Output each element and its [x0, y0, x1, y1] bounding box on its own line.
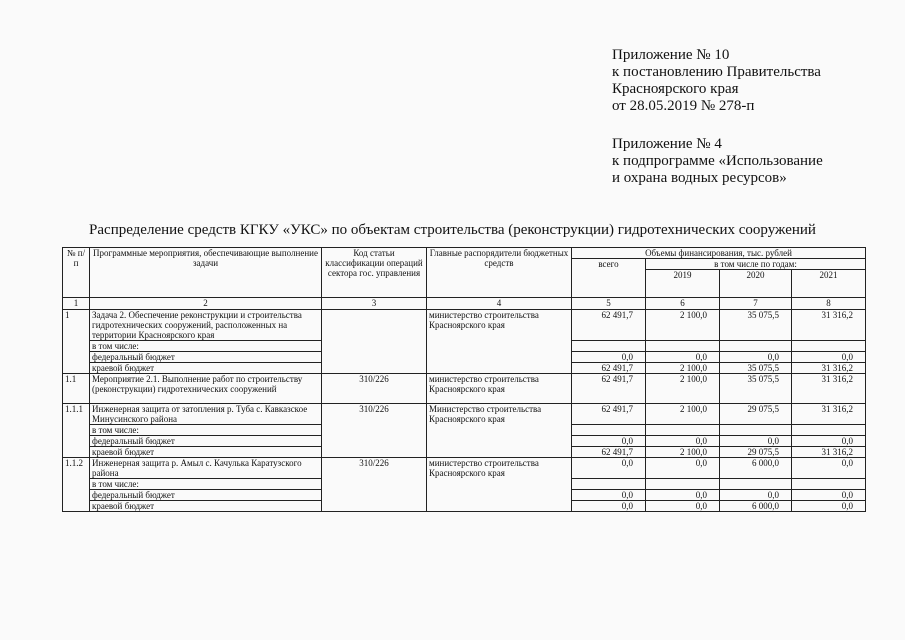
row-name: Инженерная защита р. Амыл с. Качулька Каратузского района [90, 458, 322, 479]
row-reg-2020: 35 075,5 [720, 363, 792, 374]
col-index-8: 8 [792, 298, 866, 310]
row-reg-2020: 29 075,5 [720, 447, 792, 458]
row-federal-label: федеральный бюджет [90, 490, 322, 501]
row-total: 62 491,7 [572, 404, 646, 425]
row-incl-label: в том числе: [90, 479, 322, 490]
header-num: № п/п [63, 248, 90, 298]
col-index-1: 1 [63, 298, 90, 310]
row-reg-2021: 31 316,2 [792, 363, 866, 374]
table-row [63, 374, 866, 404]
header-total: всего [572, 259, 646, 298]
row-2021: 0,0 [792, 458, 866, 479]
row-num: 1.1 [63, 374, 90, 404]
table-row [63, 458, 866, 479]
header-volumes: Объемы финансирования, тыс. рублей [572, 248, 866, 259]
row-fed-2019: 0,0 [646, 436, 720, 447]
row-manager: министерство строительства Красноярского края [427, 310, 572, 374]
row-2019: 2 100,0 [646, 310, 720, 341]
row-2021: 31 316,2 [792, 310, 866, 341]
col-index-4: 4 [427, 298, 572, 310]
row-name: Задача 2. Обеспечение реконструкции и строительства гидротехнических сооружений, расположенных на территории Красноярского края [90, 310, 322, 341]
header-2021: 2021 [792, 270, 866, 298]
column-index-row [63, 298, 866, 310]
row-federal-label: федеральный бюджет [90, 436, 322, 447]
row-fed-2020: 0,0 [720, 490, 792, 501]
row-num: 1.1.1 [63, 404, 90, 458]
header-code: Код статьи классификации операций сектора гос. управления [322, 248, 427, 298]
appendix-4-line1: Приложение № 4 [612, 136, 722, 152]
row-2019: 2 100,0 [646, 404, 720, 425]
col-index-6: 6 [646, 298, 720, 310]
row-reg-2019: 0,0 [646, 501, 720, 512]
row-2020: 35 075,5 [720, 310, 792, 341]
appendix-10-line4: от 28.05.2019 № 278-п [612, 98, 755, 114]
table-row [63, 310, 866, 341]
row-2021: 31 316,2 [792, 404, 866, 425]
header-managers: Главные распорядители бюджетных средств [427, 248, 572, 298]
row-fed-2020: 0,0 [720, 352, 792, 363]
col-index-7: 7 [720, 298, 792, 310]
row-2021: 31 316,2 [792, 374, 866, 404]
funding-table [62, 247, 866, 512]
row-fed-2019: 0,0 [646, 352, 720, 363]
row-incl-label: в том числе: [90, 341, 322, 352]
col-index-2: 2 [90, 298, 322, 310]
row-num: 1 [63, 310, 90, 374]
row-2019: 2 100,0 [646, 374, 720, 404]
row-manager: министерство строительства Красноярского края [427, 458, 572, 512]
row-total: 62 491,7 [572, 374, 646, 404]
appendix-10-line3: Красноярского края [612, 81, 739, 97]
row-num: 1.1.2 [63, 458, 90, 512]
row-fed-2021: 0,0 [792, 490, 866, 501]
appendix-4-line2: к подпрограмме «Использование [612, 153, 823, 169]
row-fed-2021: 0,0 [792, 352, 866, 363]
row-fed-2019: 0,0 [646, 490, 720, 501]
header-by-year: в том числе по годам: [646, 259, 866, 270]
row-fed-total: 0,0 [572, 436, 646, 447]
row-reg-2019: 2 100,0 [646, 447, 720, 458]
row-reg-2019: 2 100,0 [646, 363, 720, 374]
appendix-10-line1: Приложение № 10 [612, 47, 730, 63]
row-code: 310/226 [322, 458, 427, 512]
row-regional-label: краевой бюджет [90, 501, 322, 512]
appendix-10-block [612, 47, 882, 115]
row-fed-2020: 0,0 [720, 436, 792, 447]
row-code: 310/226 [322, 374, 427, 404]
col-index-5: 5 [572, 298, 646, 310]
row-total: 0,0 [572, 458, 646, 479]
row-code: 310/226 [322, 404, 427, 458]
row-federal-label: федеральный бюджет [90, 352, 322, 363]
row-regional-label: краевой бюджет [90, 447, 322, 458]
row-fed-2021: 0,0 [792, 436, 866, 447]
row-reg-total: 0,0 [572, 501, 646, 512]
col-index-3: 3 [322, 298, 427, 310]
row-2020: 6 000,0 [720, 458, 792, 479]
header-activities: Программные мероприятия, обеспечивающие выполнение задачи [90, 248, 322, 298]
row-name: Инженерная защита от затопления р. Туба с. Кавказское Минусинского района [90, 404, 322, 425]
appendix-4-block [612, 136, 882, 187]
row-regional-label: краевой бюджет [90, 363, 322, 374]
header-2020: 2020 [720, 270, 792, 298]
row-fed-total: 0,0 [572, 352, 646, 363]
row-reg-2021: 0,0 [792, 501, 866, 512]
appendix-10-line2: к постановлению Правительства [612, 64, 821, 80]
row-total: 62 491,7 [572, 310, 646, 341]
row-reg-total: 62 491,7 [572, 363, 646, 374]
row-name: Мероприятие 2.1. Выполнение работ по строительству (реконструкции) гидротехнических сооружений [90, 374, 322, 404]
row-fed-total: 0,0 [572, 490, 646, 501]
header-row-1 [63, 248, 866, 259]
row-code [322, 310, 427, 374]
header-2019: 2019 [646, 270, 720, 298]
document-title: Распределение средств КГКУ «УКС» по объектам строительства (реконструкции) гидротехнических сооружений [89, 222, 816, 238]
row-manager: министерство строительства Красноярского края [427, 374, 572, 404]
row-reg-2020: 6 000,0 [720, 501, 792, 512]
row-2020: 35 075,5 [720, 374, 792, 404]
row-reg-2021: 31 316,2 [792, 447, 866, 458]
table-row [63, 404, 866, 425]
row-manager: Министерство строительства Красноярского края [427, 404, 572, 458]
row-2019: 0,0 [646, 458, 720, 479]
row-2020: 29 075,5 [720, 404, 792, 425]
appendix-4-line3: и охрана водных ресурсов» [612, 170, 787, 186]
row-incl-label: в том числе: [90, 425, 322, 436]
row-reg-total: 62 491,7 [572, 447, 646, 458]
